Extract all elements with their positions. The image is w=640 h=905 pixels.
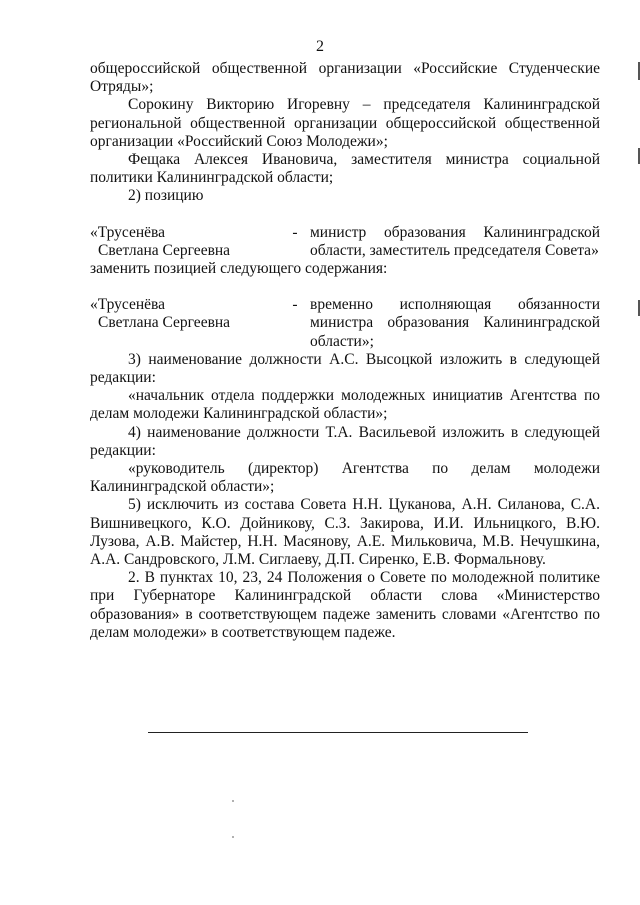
position-old [90, 224, 600, 260]
position-description: министр образования Калининградской области, заместитель председателя Совета» [310, 223, 600, 259]
position-name [90, 296, 280, 351]
replace-text: заменить позицией следующего содержания: [90, 260, 388, 278]
position-name [90, 224, 280, 260]
page-number: 2 [316, 38, 324, 55]
position-name-line: Светлана Сергеевна [98, 241, 231, 259]
position-dash: - [292, 223, 298, 241]
paragraph: 2) позицию [128, 187, 204, 205]
position-description: временно исполняющая обязанности министра образования Калининградской области»; [310, 296, 600, 350]
position-name-line: Светлана Сергеевна [98, 314, 231, 332]
closing-rule [148, 732, 528, 733]
position-new [90, 296, 600, 351]
paragraph: «начальник отдела поддержки молодежных инициатив Агентства по делам молодежи Калининградской области»; [90, 387, 600, 423]
position-dash: - [292, 296, 298, 314]
document-body [90, 60, 600, 642]
paragraph: Сорокину Викторию Игоревну – председателя Калининградской региональной общественной организации общероссийской общественной организации «Российский Союз Молодежи»; [90, 96, 600, 150]
scan-speck [232, 836, 234, 838]
scan-speck [232, 800, 234, 802]
paragraph: 5) исключить из состава Совета Н.Н. Цуканова, А.Н. Силанова, С.А. Вишнивецкого, К.О. Дойникову, С.З. Закирова, И.И. Ильницкого, В.Ю. Лузова, А.В. Майстер, Н.Н. Масянову, А.Е. Мильковича, М.В. Нечушкина, А.А. Сандровского, Л.М. Сиглаеву, Д.П. Сиренко, Е.В. Формальнову. [90, 496, 600, 569]
paragraph: 2. В пунктах 10, 23, 24 Положения о Совете по молодежной политике при Губернаторе Калининградской области слова «Министерство образования» в соответствующем падеже заменить словами «Агентство по делам молодежи» в соответствующем падеже. [90, 569, 600, 641]
paragraph: 4) наименование должности Т.А. Васильевой изложить в следующей редакции: [90, 423, 600, 459]
paragraph: Фещака Алексея Ивановича, заместителя министра социальной политики Калининградской области; [90, 151, 600, 187]
paragraph: 3) наименование должности А.С. Высоцкой изложить в следующей редакции: [90, 350, 600, 387]
paragraph: общероссийской общественной организации «Российские Студенческие Отряды»; [90, 60, 600, 96]
paragraph: «руководитель (директор) Агентства по делам молодежи Калининградской области»; [90, 460, 600, 496]
position-name-line: «Трусенёва [90, 223, 166, 241]
position-name-line: «Трусенёва [90, 296, 166, 314]
